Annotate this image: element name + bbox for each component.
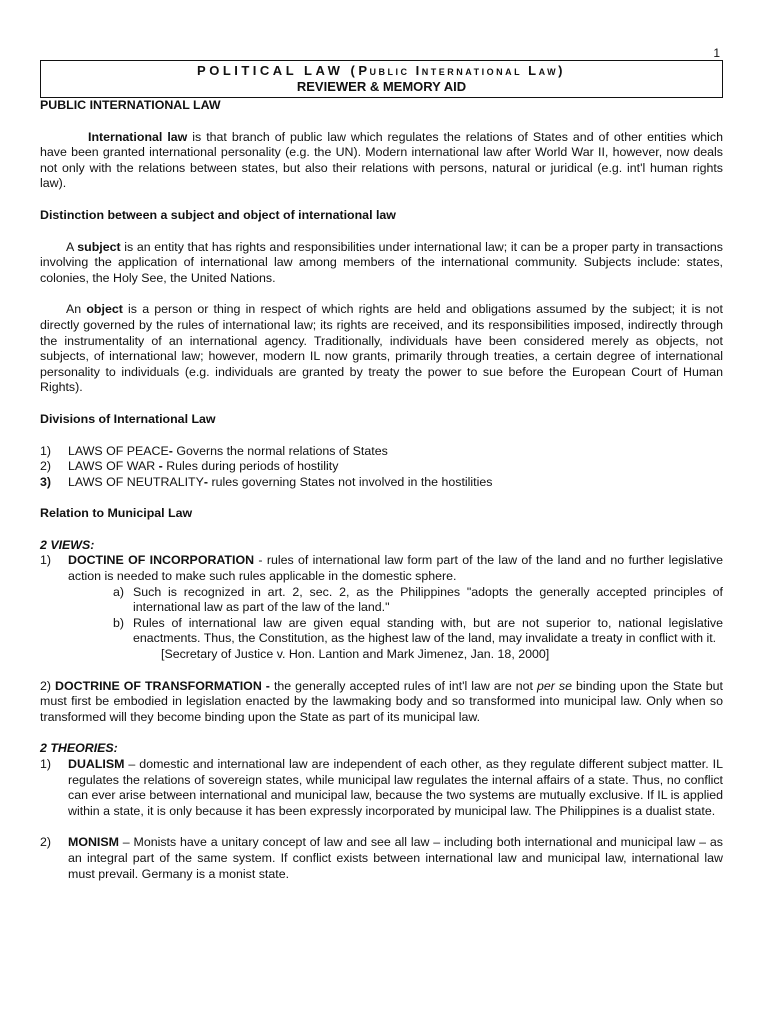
incorporation-sub-b xyxy=(113,616,723,647)
intro-paragraph xyxy=(40,130,723,192)
title-line-2: REVIEWER & MEMORY AID xyxy=(296,79,467,94)
division-sep: - xyxy=(203,474,212,489)
object-paragraph xyxy=(40,302,723,396)
incorporation-text: - rules of international law form part of the law of the land and no further legislative action is needed to make such rules applicable in the domestic sphere. xyxy=(68,553,723,584)
distinction-heading: Distinction between a subject and object of international law xyxy=(40,207,396,222)
division-text: Rules during periods of hostility xyxy=(166,459,339,474)
division-label: LAWS OF NEUTRALITY xyxy=(68,474,204,489)
incorporation-term: DOCTINE OF INCORPORATION xyxy=(68,553,255,568)
sub-number: a) xyxy=(113,584,125,599)
theories-heading: 2 THEORIES: xyxy=(40,741,118,756)
title-part-c: ) xyxy=(558,63,566,78)
incorporation-item xyxy=(40,553,723,584)
subject-text: is an entity that has rights and responsibilities under international law; it can be a proper party in transactions involving the application of international law among members of the international community. Subjects include: states, colonies, the Holy See, the United Nations. xyxy=(40,239,723,285)
division-label: LAWS OF WAR xyxy=(68,459,159,474)
title-part-b: Public International Law xyxy=(358,63,559,78)
object-term: object xyxy=(86,302,123,317)
title-part-a: POLITICAL LAW ( xyxy=(197,63,359,78)
incorporation-sub-a xyxy=(113,585,723,616)
dualism-text: – domestic and international law are independent of each other, as they regulate different subject matter. IL regulates the relations of sovereign states, while municipal law regulates the internal affairs of a state. Thus, no conflict can ever arise between international and municipal law, because the two systems are mutually exclusive. If IL is applied within a state, it is only because it has been expressly incorporated by municipal law. The Philippines is a dualist state. xyxy=(68,757,723,818)
citation: [Secretary of Justice v. Hon. Lantion and Mark Jimenez, Jan. 18, 2000] xyxy=(161,647,550,662)
item-number: 2) xyxy=(40,459,52,474)
sub-number: b) xyxy=(113,615,125,630)
division-item xyxy=(40,475,723,491)
item-number: 1) xyxy=(40,443,52,458)
sub-text: Rules of international law are given equal standing with, but are not superior to, national legislative enactments. Thus, the Constitution, as the highest law of the land, may invalidate a treaty in conflict with it. xyxy=(133,615,723,646)
views-heading: 2 VIEWS: xyxy=(40,537,95,552)
division-sep: - xyxy=(168,443,177,458)
item-text xyxy=(68,553,723,584)
title-line-1 xyxy=(41,63,722,79)
dualism-term: DUALISM xyxy=(68,757,125,771)
title-box xyxy=(40,60,723,98)
item-number: 3) xyxy=(40,474,52,489)
division-item xyxy=(40,459,723,475)
divisions-heading: Divisions of International Law xyxy=(40,411,216,426)
subject-pre: A xyxy=(66,239,78,254)
item-number: 1) xyxy=(40,757,52,771)
intro-term: International law xyxy=(88,129,188,144)
divisions-list xyxy=(40,444,723,491)
subject-term: subject xyxy=(77,239,121,254)
item-number: 1) xyxy=(40,553,52,568)
object-text: is a person or thing in respect of which rights are held and obligations assumed by the subject; it is not directly governed by the rules of international law; its rights are received, and its responsibilities imposed, indirectly through the instrumentality of an international agency. Traditionally, individuals have been considered merely as objects, not subjects, of international law; however, modern IL now grants, primarily through treaties, a certain degree of international personality to individuals (e.g. individuals are granted by treaty the power to sue before the European Court of Human Rights). xyxy=(40,302,723,395)
item-number: 2) xyxy=(40,678,56,693)
division-sep: - xyxy=(158,459,167,474)
page-number: 1 xyxy=(713,46,720,60)
object-pre: An xyxy=(66,302,87,317)
municipal-heading: Relation to Municipal Law xyxy=(40,506,193,521)
transformation-text-a: the generally accepted rules of int'l law are not xyxy=(273,678,537,693)
transformation-term: DOCTRINE OF TRANSFORMATION - xyxy=(55,678,274,693)
dualism-item xyxy=(40,757,723,819)
sub-text: Such is recognized in art. 2, sec. 2, as the Philippines "adopts the generally accepted principles of international law as part of the law of the land." xyxy=(133,584,723,615)
division-item xyxy=(40,444,723,460)
item-text xyxy=(68,459,723,475)
item-text xyxy=(68,444,723,460)
item-text xyxy=(68,835,723,882)
monism-text: – Monists have a unitary concept of law and see all law – including both international and municipal law – as an integral part of the same system. If conflict exists between international law and municipal law, international law must prevail. Germany is a monist state. xyxy=(68,835,723,881)
item-number: 2) xyxy=(40,835,52,850)
division-text: rules governing States not involved in the hostilities xyxy=(211,474,493,489)
intro-text: is that branch of public law which regulates the relations of States and of other entities which have been granted international personality (e.g. the UN). Modern international law after World War II, however, now deals not only with the relations between states, but also their relations with persons, natural or juridical (e.g. int'l human rights law). xyxy=(40,129,723,191)
transformation-paragraph xyxy=(40,679,723,726)
division-label: LAWS OF PEACE xyxy=(68,443,169,458)
monism-term: MONISM xyxy=(68,835,119,850)
transformation-text-b: binding upon the State but must first be embodied in legislation enacted by the lawmaking body and so transformed into municipal law. Only when so transformed will they become binding upon the State as part of its municipal law. xyxy=(40,678,724,724)
monism-item xyxy=(40,835,723,882)
document-page xyxy=(40,42,723,882)
section-heading: PUBLIC INTERNATIONAL LAW xyxy=(40,98,221,112)
subject-paragraph xyxy=(40,240,723,287)
division-text: Governs the normal relations of States xyxy=(176,443,388,458)
item-text xyxy=(68,475,723,491)
item-text xyxy=(68,757,723,819)
transformation-italic: per se xyxy=(537,678,573,693)
